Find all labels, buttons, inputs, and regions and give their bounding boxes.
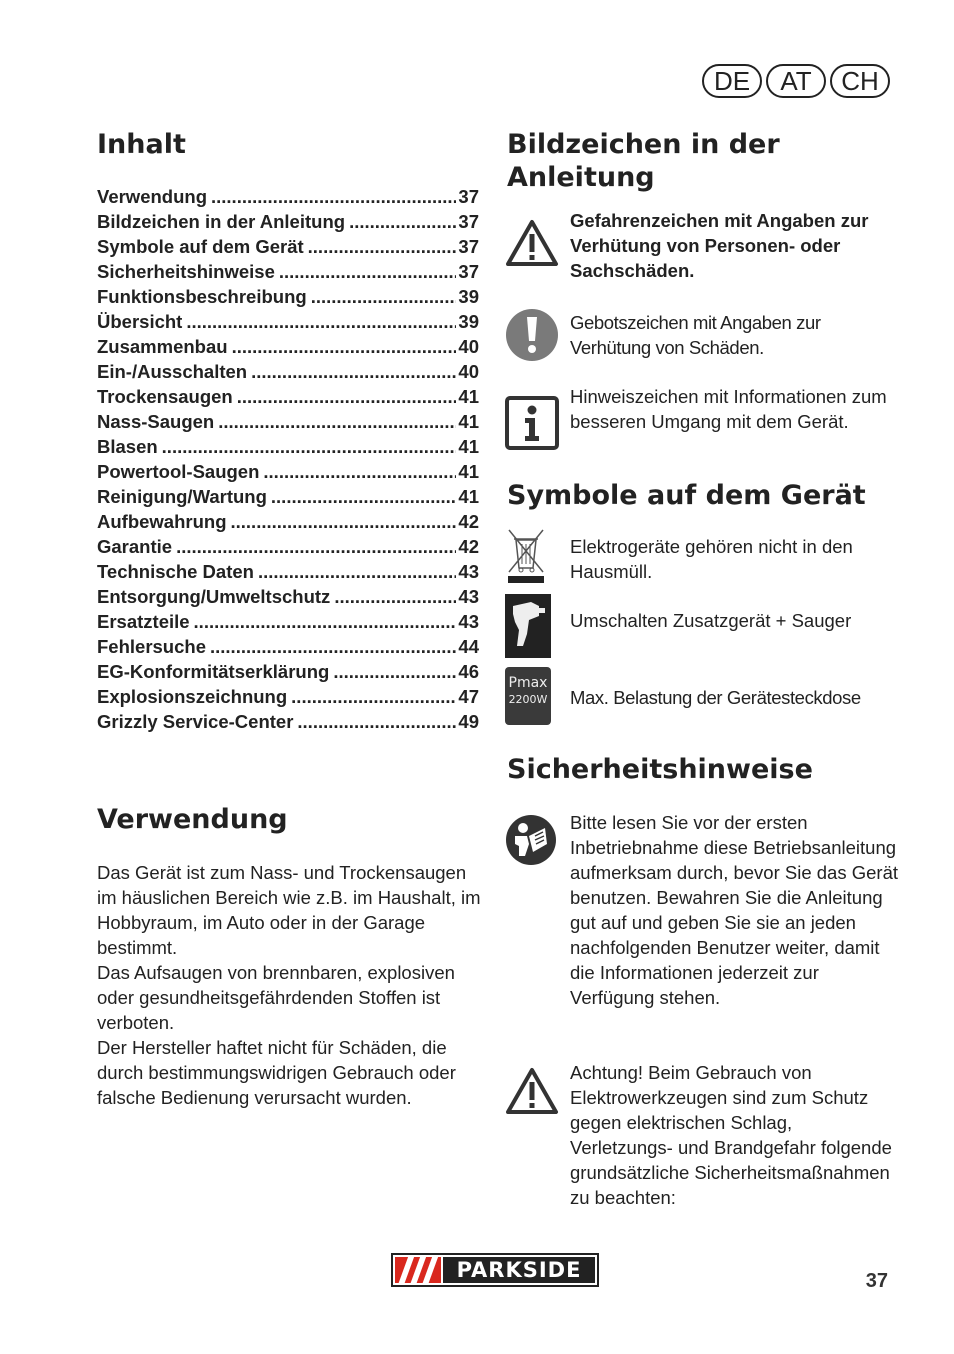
parkside-logo [391, 1253, 599, 1287]
toc-entry-title: Garantie [97, 536, 173, 557]
toc-leader-dots [308, 234, 457, 259]
toc-entry [97, 709, 479, 734]
toc-leader-dots [237, 384, 457, 409]
toc-leader-dots [334, 584, 456, 609]
toc-entry-page: 41 [458, 486, 479, 507]
toc-entry-page: 42 [458, 511, 479, 532]
toc-entry-title: Funktionsbeschreibung [97, 286, 307, 307]
toc-entry [97, 584, 479, 609]
toc-entry [97, 459, 479, 484]
toc-entry-page: 37 [458, 211, 479, 232]
lang-badge-at: AT [766, 64, 826, 98]
pictograms-title [507, 128, 780, 194]
usage-text [97, 860, 489, 1110]
toc-leader-dots [333, 659, 456, 684]
toc-entry-title: Übersicht [97, 311, 183, 332]
toc-entry [97, 359, 479, 384]
page-number: 37 [865, 1270, 888, 1292]
symbols-title: Symbole auf dem Gerät [507, 480, 866, 511]
symbol-text: Elektrogeräte gehören nicht in den Hausmüll. [570, 536, 853, 582]
toc-entry-title: Symbole auf dem Gerät [97, 236, 304, 257]
toc-entry [97, 384, 479, 409]
toc-entry-title: Entsorgung/Umweltschutz [97, 586, 331, 607]
pmax-label: Pmax [508, 675, 548, 691]
toc-entry-page: 41 [458, 411, 479, 432]
toc-leader-dots [271, 484, 457, 509]
toc-leader-dots [211, 184, 456, 209]
toc-entry-page: 39 [458, 286, 479, 307]
toc-leader-dots [176, 534, 456, 559]
pmax-icon [505, 667, 551, 725]
warning-triangle-icon [505, 218, 559, 273]
pictogram-warning [505, 208, 905, 288]
toc-entry-title: Blasen [97, 436, 158, 457]
toc-leader-dots [251, 359, 456, 384]
toc-entry-page: 40 [458, 361, 479, 382]
toc-entry-page: 47 [458, 686, 479, 707]
toc-entry [97, 484, 479, 509]
toc-entry [97, 409, 479, 434]
toc-entry-title: Explosionszeichnung [97, 686, 288, 707]
safety-warning [505, 1060, 905, 1220]
usage-title: Verwendung [97, 804, 288, 835]
toc-entry [97, 259, 479, 284]
safety-title: Sicherheitshinweise [507, 754, 813, 785]
toc-entry-title: Ein-/Ausschalten [97, 361, 248, 382]
info-icon [505, 396, 559, 455]
toc-leader-dots [210, 634, 456, 659]
toc-entry [97, 659, 479, 684]
toc-entry [97, 234, 479, 259]
toc-entry-title: Zusammenbau [97, 336, 228, 357]
toc-entry-title: Verwendung [97, 186, 207, 207]
toc-entry-title: EG-Konformitätserklärung [97, 661, 330, 682]
toc-entry-page: 49 [458, 711, 479, 732]
toc-leader-dots [297, 709, 456, 734]
toc-entry [97, 534, 479, 559]
toc-entry-title: Bildzeichen in der Anleitung [97, 211, 346, 232]
warning-triangle-icon [505, 1066, 559, 1121]
toc-entry-title: Trockensaugen [97, 386, 233, 407]
toc-entry-title: Sicherheitshinweise [97, 261, 275, 282]
toc-leader-dots [263, 459, 456, 484]
lang-badge-ch: CH [830, 64, 890, 98]
crossed-bin-icon [505, 526, 547, 591]
pictogram-mandatory [505, 310, 905, 370]
toc-entry [97, 634, 479, 659]
toc-entry-page: 37 [458, 186, 479, 207]
toc-entry-title: Grizzly Service-Center [97, 711, 294, 732]
toc-entry [97, 334, 479, 359]
toc-leader-dots [279, 259, 457, 284]
toc-entry [97, 509, 479, 534]
toc-entry [97, 309, 479, 334]
toc-leader-dots [232, 334, 457, 359]
usage-paragraph: Das Gerät ist zum Nass- und Trockensaugen im häuslichen Bereich wie z.B. im Haushalt, im Hobbyraum, im Auto oder in der Garage bestimmt. [97, 862, 481, 958]
symbol-powertool [505, 594, 905, 660]
toc-entry [97, 184, 479, 209]
usage-paragraph: Das Aufsaugen von brennbaren, explosiven oder gesundheitsgefährdenden Stoffen ist verboten. [97, 962, 455, 1033]
toc-entry-title: Technische Daten [97, 561, 254, 582]
toc-leader-dots [162, 434, 457, 459]
toc-entry [97, 284, 479, 309]
safety-text: Achtung! Beim Gebrauch von Elektrowerkzeugen sind zum Schutz gegen elektrischen Schlag, Verletzungs- und Brandgefahr folgende grundsätzliche Sicherheitsmaßnahmen zu beachten: [570, 1062, 892, 1208]
toc-entry-page: 46 [458, 661, 479, 682]
toc-entry-page: 41 [458, 386, 479, 407]
toc-entry [97, 434, 479, 459]
logo-wordmark: PARKSIDE [443, 1257, 595, 1283]
toc-leader-dots [218, 409, 456, 434]
symbol-text: Umschalten Zusatzgerät + Sauger [570, 610, 852, 631]
toc-leader-dots [349, 209, 456, 234]
toc-entry-page: 43 [458, 561, 479, 582]
toc-entry-page: 43 [458, 586, 479, 607]
toc-entry-page: 40 [458, 336, 479, 357]
toc-entry-page: 39 [458, 311, 479, 332]
toc-entry-title: Nass-Saugen [97, 411, 215, 432]
toc-entry-title: Reinigung/Wartung [97, 486, 267, 507]
toc-entry-page: 37 [458, 261, 479, 282]
logo-stripes [395, 1257, 441, 1283]
usage-paragraph: Der Hersteller haftet nicht für Schäden, die durch bestimmungswidrigen Gebrauch oder falsche Bedienung verursacht wurden. [97, 1037, 456, 1108]
table-of-contents [97, 184, 479, 734]
read-manual-icon [505, 814, 557, 871]
mandatory-exclamation-icon [505, 308, 559, 367]
pictogram-text: Gebotszeichen mit Angaben zur Verhütung von Schäden. [570, 312, 821, 358]
toc-leader-dots [186, 309, 456, 334]
symbol-text: Max. Belastung der Gerätesteckdose [570, 687, 861, 708]
symbol-weee [505, 534, 905, 594]
toc-entry-page: 41 [458, 461, 479, 482]
toc-entry-page: 44 [458, 636, 479, 657]
toc-entry-page: 41 [458, 436, 479, 457]
toc-entry-page: 43 [458, 611, 479, 632]
toc-entry [97, 609, 479, 634]
toc-title: Inhalt [97, 129, 186, 160]
pictograms-title-line2: Anleitung [507, 162, 655, 193]
symbol-pmax [505, 667, 905, 727]
toc-entry-title: Aufbewahrung [97, 511, 227, 532]
toc-entry-title: Ersatzteile [97, 611, 190, 632]
pictograms-title-line1: Bildzeichen in der [507, 129, 780, 160]
toc-entry-page: 42 [458, 536, 479, 557]
toc-entry-title: Powertool-Saugen [97, 461, 260, 482]
toc-entry [97, 684, 479, 709]
lang-badge-de: DE [702, 64, 762, 98]
toc-leader-dots [291, 684, 456, 709]
toc-leader-dots [194, 609, 457, 634]
safety-text: Bitte lesen Sie vor der ersten Inbetriebnahme diese Betriebsanleitung aufmerksam durch, bevor Sie das Gerät benutzen. Bewahren Sie die Anleitung gut auf und geben Sie sie an jeden nachfolgenden Benutzer weiter, damit die Informationen jederzeit zur Verfügung stehen. [570, 812, 899, 1008]
toc-entry-title: Fehlersuche [97, 636, 206, 657]
pmax-value: 2200W [508, 693, 548, 706]
pictogram-text: Gefahrenzeichen mit Angaben zur Verhütung von Personen- oder Sachschäden. [570, 210, 869, 281]
toc-entry-page: 37 [458, 236, 479, 257]
toc-entry [97, 209, 479, 234]
pictogram-text: Hinweiszeichen mit Informationen zum besseren Umgang mit dem Gerät. [570, 386, 887, 432]
safety-read-manual [505, 810, 905, 1040]
toc-leader-dots [258, 559, 456, 584]
toc-leader-dots [231, 509, 457, 534]
toc-leader-dots [311, 284, 457, 309]
toc-entry [97, 559, 479, 584]
pictogram-info [505, 384, 905, 464]
power-tool-icon [505, 594, 551, 663]
